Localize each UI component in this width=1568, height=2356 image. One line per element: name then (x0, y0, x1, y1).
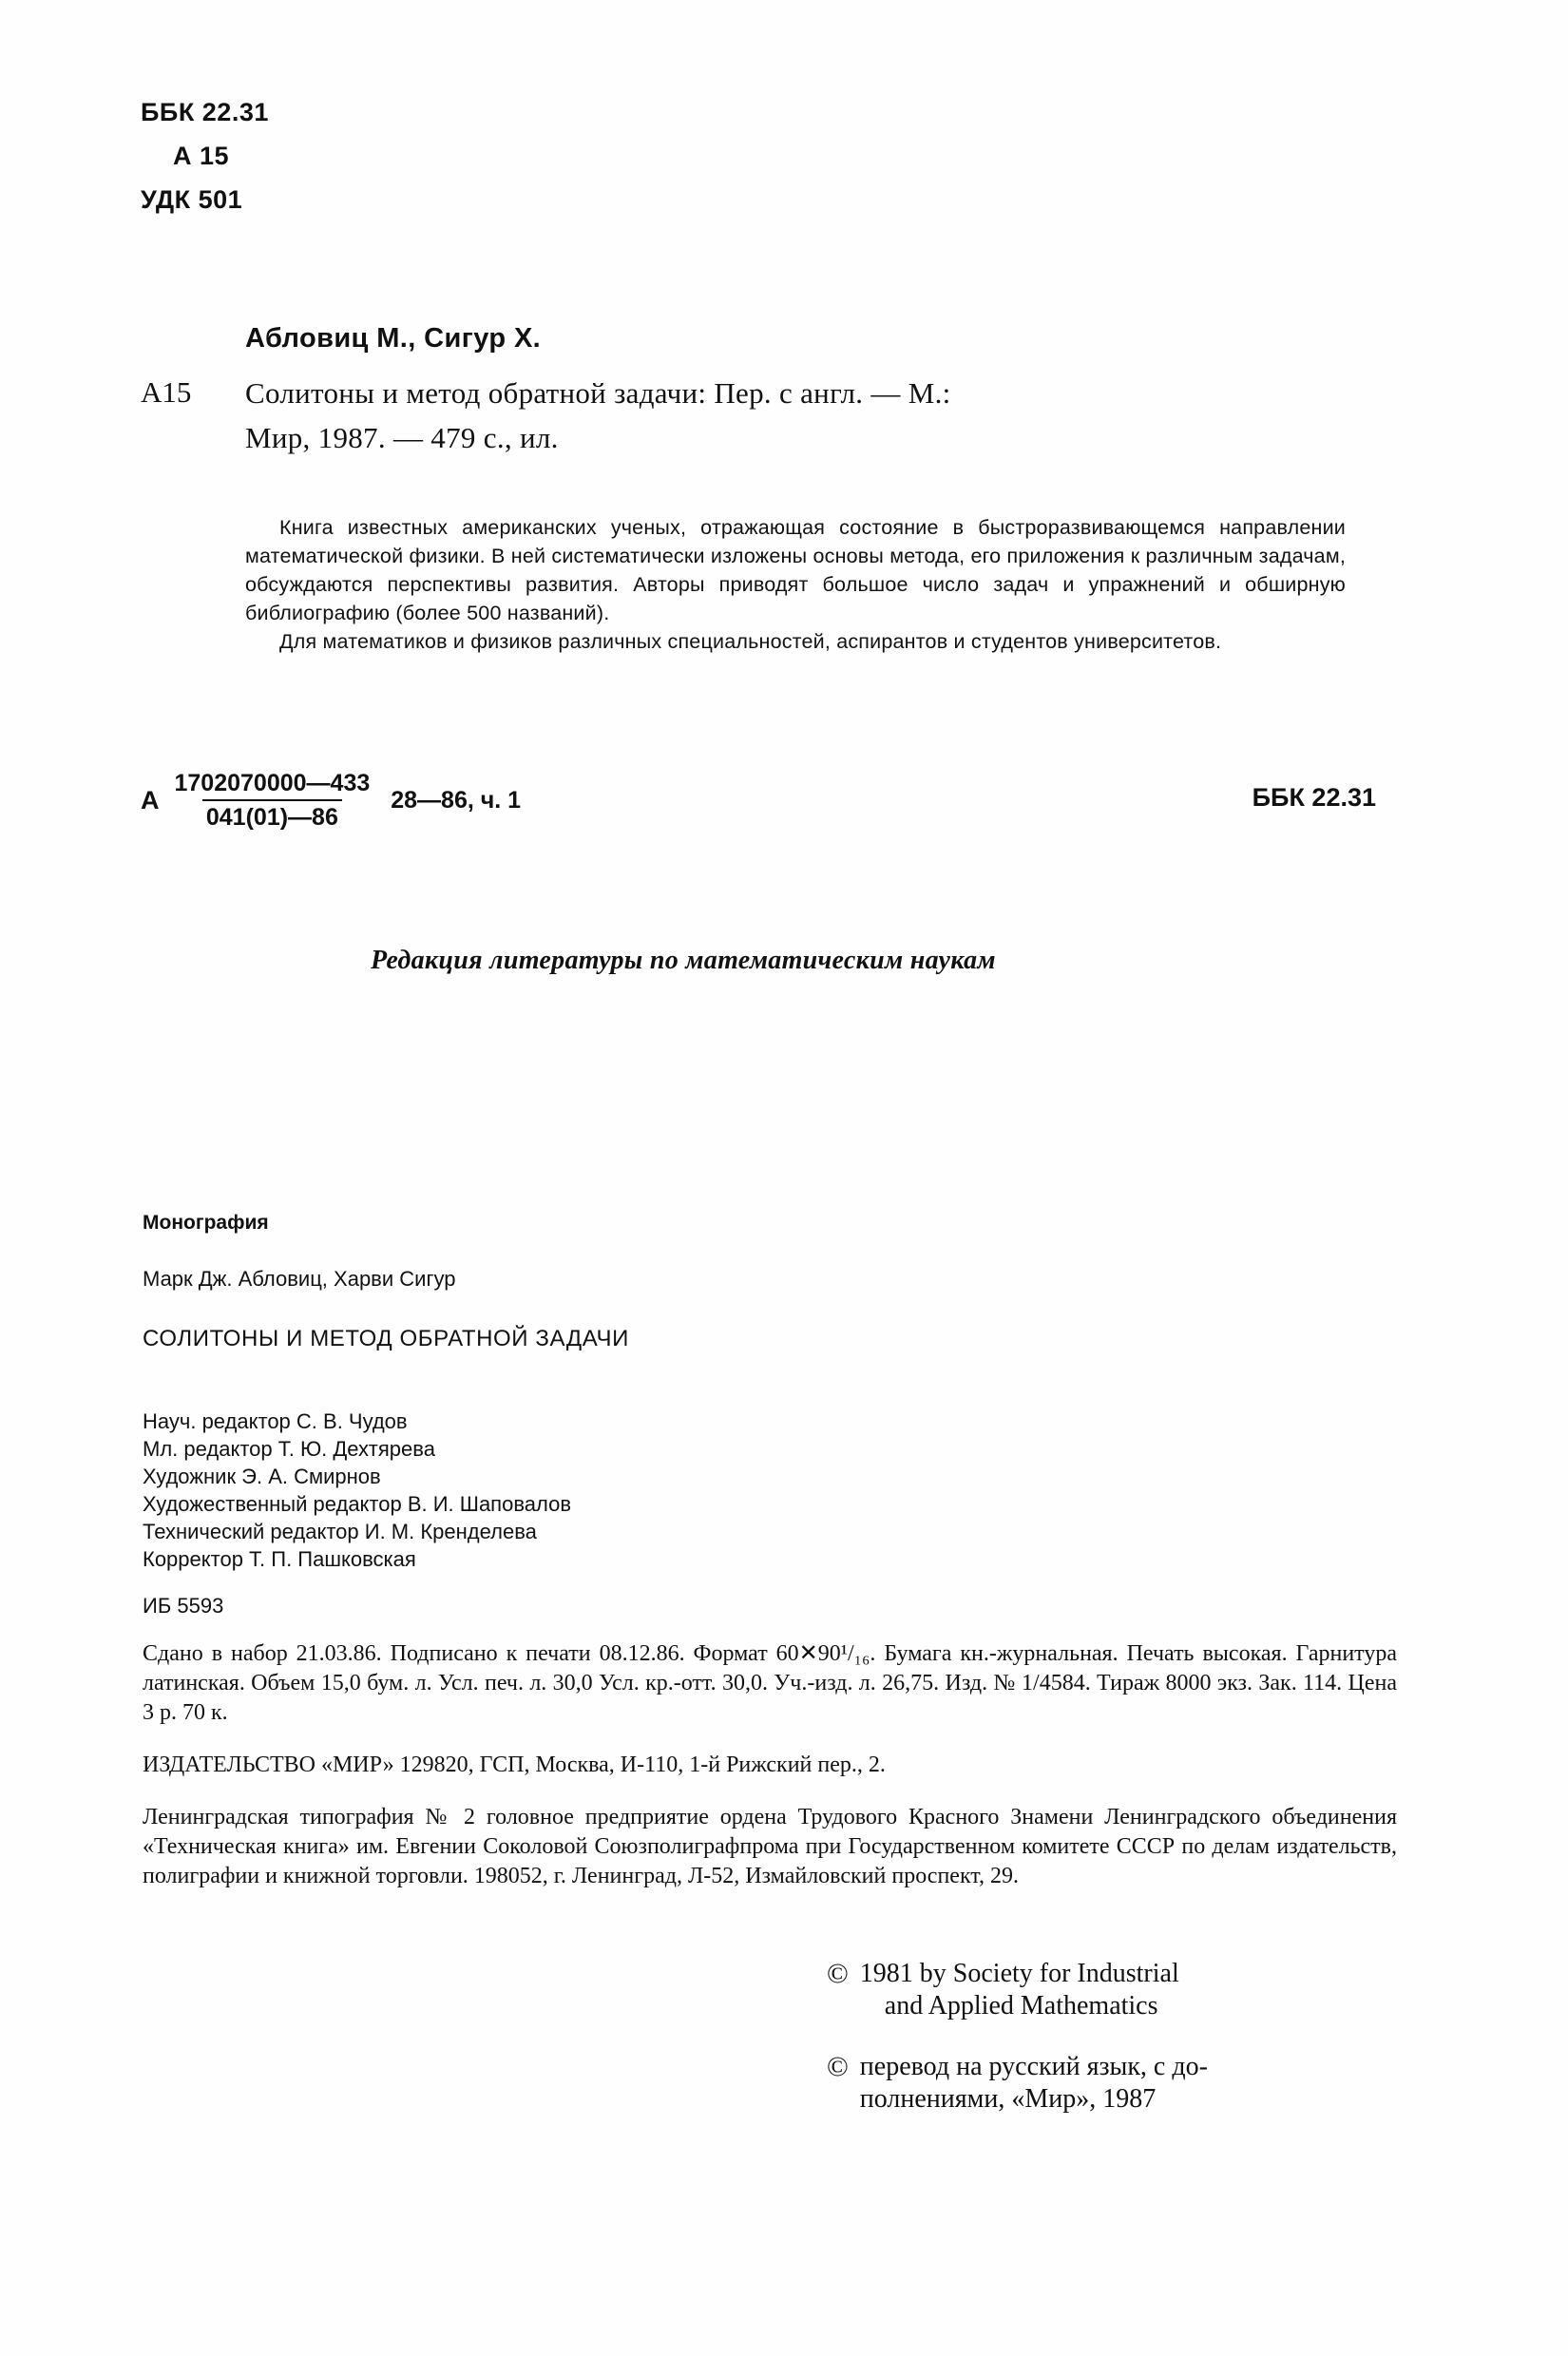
colophon-authors: Марк Дж. Абловиц, Харви Сигур (143, 1267, 456, 1291)
udk-code: УДК 501 (141, 185, 243, 214)
copyright-block (827, 1958, 1416, 2144)
imprint-row (141, 770, 1376, 832)
annotation-block (245, 513, 1346, 656)
editorial-office-line: Редакция литературы по математическим наукам (371, 946, 996, 975)
staff-list (143, 1408, 1397, 1573)
imprint-letter: А (141, 785, 160, 814)
copyright-icon: © (827, 2051, 849, 2082)
annotation-paragraph-2: Для математиков и физиков различных специальностей, аспирантов и студентов университетов. (279, 630, 1222, 653)
staff-item: Науч. редактор С. В. Чудов (143, 1409, 408, 1433)
annotation-paragraph-1: Книга известных американских ученых, отражающая состояние в быстроразвивающемся направлении математической физики. В ней систематически изложены основы метода, его приложения к различным задачам, обсуждаются перспективы развития. Авторы приводят большое число задач и упражнений и обширную библиографию (более 500 названий). (245, 516, 1346, 624)
ib-number: ИБ 5593 (143, 1594, 224, 1618)
bbk-code: ББК 22.31 (141, 98, 269, 126)
entry-title (245, 371, 1348, 460)
entry-authors: Абловиц М., Сигур Х. (245, 323, 542, 354)
imprint-fraction (171, 770, 374, 832)
author-sign-code: А 15 (173, 142, 230, 170)
copyright-item-translation (827, 2051, 1416, 2116)
entry-title-line-1: Солитоны и метод обратной задачи: Пер. с англ. — М.: (245, 376, 951, 410)
staff-item: Мл. редактор Т. Ю. Дехтярева (143, 1437, 435, 1461)
copyright-icon: © (827, 1958, 849, 1989)
copyright-item-original (827, 1958, 1416, 2022)
imprint-fraction-denominator: 041(01)—86 (202, 799, 342, 832)
copyright-translation-line-2: полнениями, «Мир», 1987 (859, 2084, 1157, 2114)
classification-block (141, 90, 269, 221)
colophon-block (143, 1212, 1397, 1891)
publisher-address: ИЗДАТЕЛЬСТВО «МИР» 129820, ГСП, Москва, И-110, 1-й Рижский пер., 2. (143, 1753, 886, 1777)
copyright-translation-line-1: перевод на русский язык, с до- (859, 2052, 1208, 2081)
copyright-original-line-1: 1981 by Society for Industrial (859, 1959, 1179, 1988)
staff-item: Корректор Т. П. Пашковская (143, 1547, 416, 1571)
imprint-tail: 28—86, ч. 1 (391, 786, 522, 814)
copyright-original-line-2: and Applied Mathematics (884, 1991, 1158, 2021)
publication-kind: Монография (143, 1212, 269, 1234)
staff-item: Художник Э. А. Смирнов (143, 1465, 381, 1488)
colophon-book-title: СОЛИТОНЫ И МЕТОД ОБРАТНОЙ ЗАДАЧИ (143, 1326, 629, 1351)
staff-item: Художественный редактор В. И. Шаповалов (143, 1492, 572, 1516)
imprint-bbk-right: ББК 22.31 (1252, 783, 1376, 812)
entry-shelfmark: А15 (141, 375, 192, 409)
imprint-fraction-numerator: 1702070000—433 (174, 770, 371, 796)
entry-title-line-2: Мир, 1987. — 479 с., ил. (245, 421, 559, 454)
staff-item: Технический редактор И. М. Кренделева (143, 1520, 537, 1543)
printing-house-details: Ленинградская типография № 2 головное предприятие ордена Трудового Красного Знамени Ленинградского объединения «Техническая книга» им. Евгении Соколовой Союзполиграфпрома при Государственном комитете СССР по делам издательств, полиграфии и книжной торговли. 198052, г. Ленинград, Л-52, Измайловский проспект, 29. (143, 1805, 1397, 1888)
technical-details: Сдано в набор 21.03.86. Подписано к печати 08.12.86. Формат 60✕90¹/₁₆. Бумага кн.-журнальная. Печать высокая. Гарнитура латинская. Объем 15,0 бум. л. Усл. печ. л. 30,0 Усл. кр.-отт. 30,0. Уч.-изд. л. 26,75. Изд. № 1/4584. Тираж 8000 экз. Зак. 114. Цена 3 р. 70 к. (143, 1641, 1397, 1725)
